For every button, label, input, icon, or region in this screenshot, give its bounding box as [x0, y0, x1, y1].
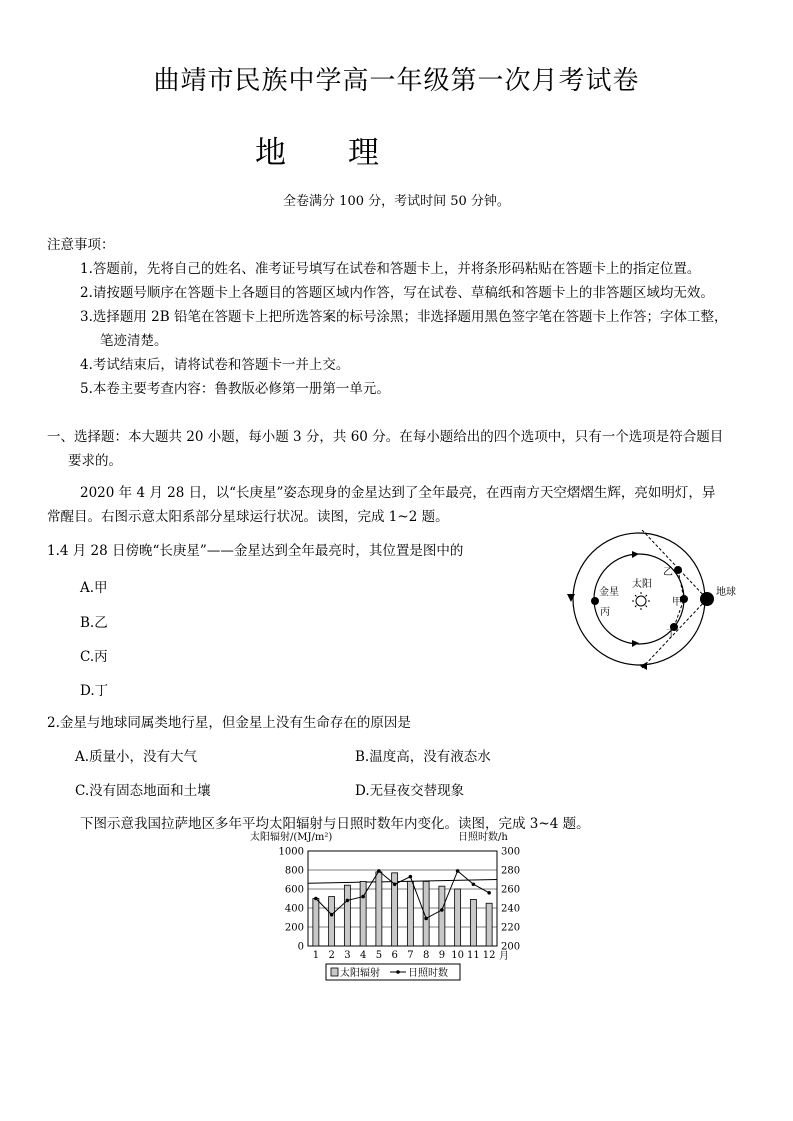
- sun-icon: [632, 592, 650, 610]
- chart-y-axis-label: 太阳辐射/(MJ/m²): [250, 832, 333, 843]
- section-1-heading-cont: 要求的。: [68, 453, 122, 469]
- label-ding: 丁: [666, 629, 676, 640]
- legend-line-marker: [396, 970, 400, 974]
- orbit-arrow-icon: [567, 594, 575, 602]
- chart-point: [314, 897, 318, 901]
- chart-bar: [455, 889, 461, 946]
- chart-x-tick-label: 11: [467, 950, 480, 961]
- note-item-5: 5.本卷主要考查内容：鲁教版必修第一册第一单元。: [80, 381, 390, 397]
- chart-point: [472, 882, 476, 886]
- chart-x-tick-label: 2: [328, 950, 335, 961]
- chart-y-tick-label: 0: [297, 941, 304, 953]
- passage-1-line-1: 2020 年 4 月 28 日，以“长庚星”姿态现身的金星达到了全年最亮，在西南方天空熠熠生辉，亮如明灯，异: [80, 485, 716, 501]
- legend-series-1: 太阳辐射: [340, 968, 380, 979]
- label-jia: 甲: [672, 597, 682, 608]
- chart-point: [440, 908, 444, 912]
- chart-series-line: [316, 871, 489, 919]
- chart-point: [409, 875, 413, 879]
- q2-option-c: C.没有固态地面和土壤: [75, 783, 211, 799]
- orbit-diagram: [562, 530, 752, 678]
- chart-y-tick-label: 200: [284, 922, 304, 934]
- subject-char-2: 理: [348, 135, 379, 171]
- label-venus: 金星: [599, 587, 619, 598]
- chart-y2-tick-label: 260: [501, 884, 521, 896]
- chart-x-tick-label: 5: [375, 950, 383, 961]
- chart-bar: [486, 903, 492, 946]
- chart-y2-tick-label: 300: [501, 846, 521, 858]
- chart-x-tick-label: 8: [422, 950, 430, 961]
- label-sun: 太阳: [632, 579, 652, 590]
- chart-bar: [313, 899, 319, 947]
- legend-bar-swatch: [331, 968, 338, 976]
- q1-option-a: A.甲: [80, 580, 108, 596]
- chart-y2-tick-label: 200: [501, 941, 521, 953]
- chart-x-tick-label: 3: [344, 950, 351, 961]
- chart-y2-tick-label: 240: [501, 903, 521, 915]
- label-yi: 乙: [663, 567, 673, 578]
- q1-option-d: D.丁: [80, 683, 109, 699]
- note-item-3: 3.选择题用 2B 铅笔在答题卡上把所选答案的标号涂黑；非选择题用黑色签字笔在答题卡上作答；字体工整，: [80, 309, 728, 325]
- chart-point: [456, 869, 460, 873]
- question-2-stem: 2.金星与地球同属类地行星，但金星上没有生命存在的原因是: [47, 715, 411, 731]
- chart-point: [393, 882, 397, 886]
- chart-bar: [376, 872, 382, 946]
- chart-y-tick-label: 1000: [278, 846, 304, 858]
- note-item-2: 2.请按题号顺序在答题卡上各题目的答题区域内作答，写在试卷、草稿纸和答题卡上的非答题区域均无效。: [80, 285, 714, 301]
- q1-option-c: C.丙: [80, 649, 108, 665]
- chart-point: [346, 899, 350, 903]
- chart-x-tick-label: 10: [451, 950, 464, 961]
- chart-y-tick-label: 400: [284, 903, 304, 915]
- chart-y-tick-label: 800: [284, 865, 304, 877]
- chart-point: [377, 869, 381, 873]
- chart-bar: [329, 897, 335, 946]
- chart-y-tick-label: 600: [284, 884, 304, 896]
- chart-x-tick-label: 6: [391, 950, 398, 961]
- section-1-heading: 一、选择题：本大题共 20 小题，每小题 3 分，共 60 分。在每小题给出的四个选项中，只有一个选项是符合题目: [47, 429, 724, 445]
- passage-2-line-1: 下图示意我国拉萨地区多年平均太阳辐射与日照时数年内变化。读图，完成 3~4 题。: [80, 816, 590, 832]
- note-item-4: 4.考试结束后，请将试卷和答题卡一并上交。: [80, 357, 350, 373]
- question-1-stem: 1.4 月 28 日傍晚“长庚星”——金星达到全年最亮时，其位置是图中的: [47, 543, 464, 559]
- chart-point: [424, 917, 428, 921]
- label-earth: 地球: [716, 587, 736, 598]
- chart-bar: [470, 899, 476, 946]
- exam-info: 全卷满分 100 分，考试时间 50 分钟。: [283, 194, 510, 209]
- chart-bar: [407, 881, 413, 946]
- chart-x-unit: 月: [499, 951, 509, 962]
- orbit-arrow-icon: [632, 551, 639, 558]
- note-item-3-cont: 笔迹清楚。: [100, 333, 168, 349]
- q1-option-b: B.乙: [80, 615, 108, 631]
- chart-point: [330, 913, 334, 917]
- note-item-1: 1.答题前，先将自己的姓名、准考证号填写在试卷和答题卡上，并将条形码粘贴在答题卡上的指定位置。: [80, 261, 701, 277]
- q2-option-b: B.温度高，没有液态水: [355, 749, 491, 765]
- chart-x-tick-label: 1: [312, 950, 320, 961]
- chart-bar: [360, 881, 366, 946]
- planet-yi: [674, 566, 682, 574]
- chart-bar: [344, 885, 350, 946]
- subject-char-1: 地: [255, 135, 286, 171]
- orbit-arrow-icon: [632, 640, 639, 647]
- chart-x-tick-label: 12: [482, 950, 496, 961]
- notes-heading: 注意事项：: [47, 237, 115, 253]
- chart-x-tick-label: 4: [359, 950, 367, 961]
- chart-y2-axis-label: 日照时数/h: [458, 832, 508, 843]
- label-bing: 丙: [600, 607, 610, 618]
- chart-x-tick-label: 7: [407, 950, 414, 961]
- chart-y2-tick-label: 220: [501, 922, 521, 934]
- chart-point: [487, 891, 491, 895]
- q2-option-d: D.无昼夜交替现象: [355, 783, 465, 799]
- chart-x-tick-label: 9: [438, 950, 446, 961]
- q2-option-a: A.质量小，没有大气: [75, 749, 198, 765]
- legend-series-2: 日照时数: [408, 968, 448, 979]
- passage-1-line-2: 常醒目。右图示意太阳系部分星球运行状况。读图，完成 1~2 题。: [47, 509, 449, 525]
- subject-title: [255, 127, 379, 172]
- chart-point: [361, 895, 365, 899]
- chart-plot-area: [308, 851, 497, 946]
- planet-earth: [700, 592, 714, 606]
- planet-bing: [591, 597, 599, 605]
- exam-title: 曲靖市民族中学高一年级第一次月考试卷: [153, 66, 640, 96]
- chart-bar: [439, 886, 445, 946]
- chart-y2-tick-label: 280: [501, 865, 521, 877]
- radiation-sunshine-chart: [250, 828, 525, 986]
